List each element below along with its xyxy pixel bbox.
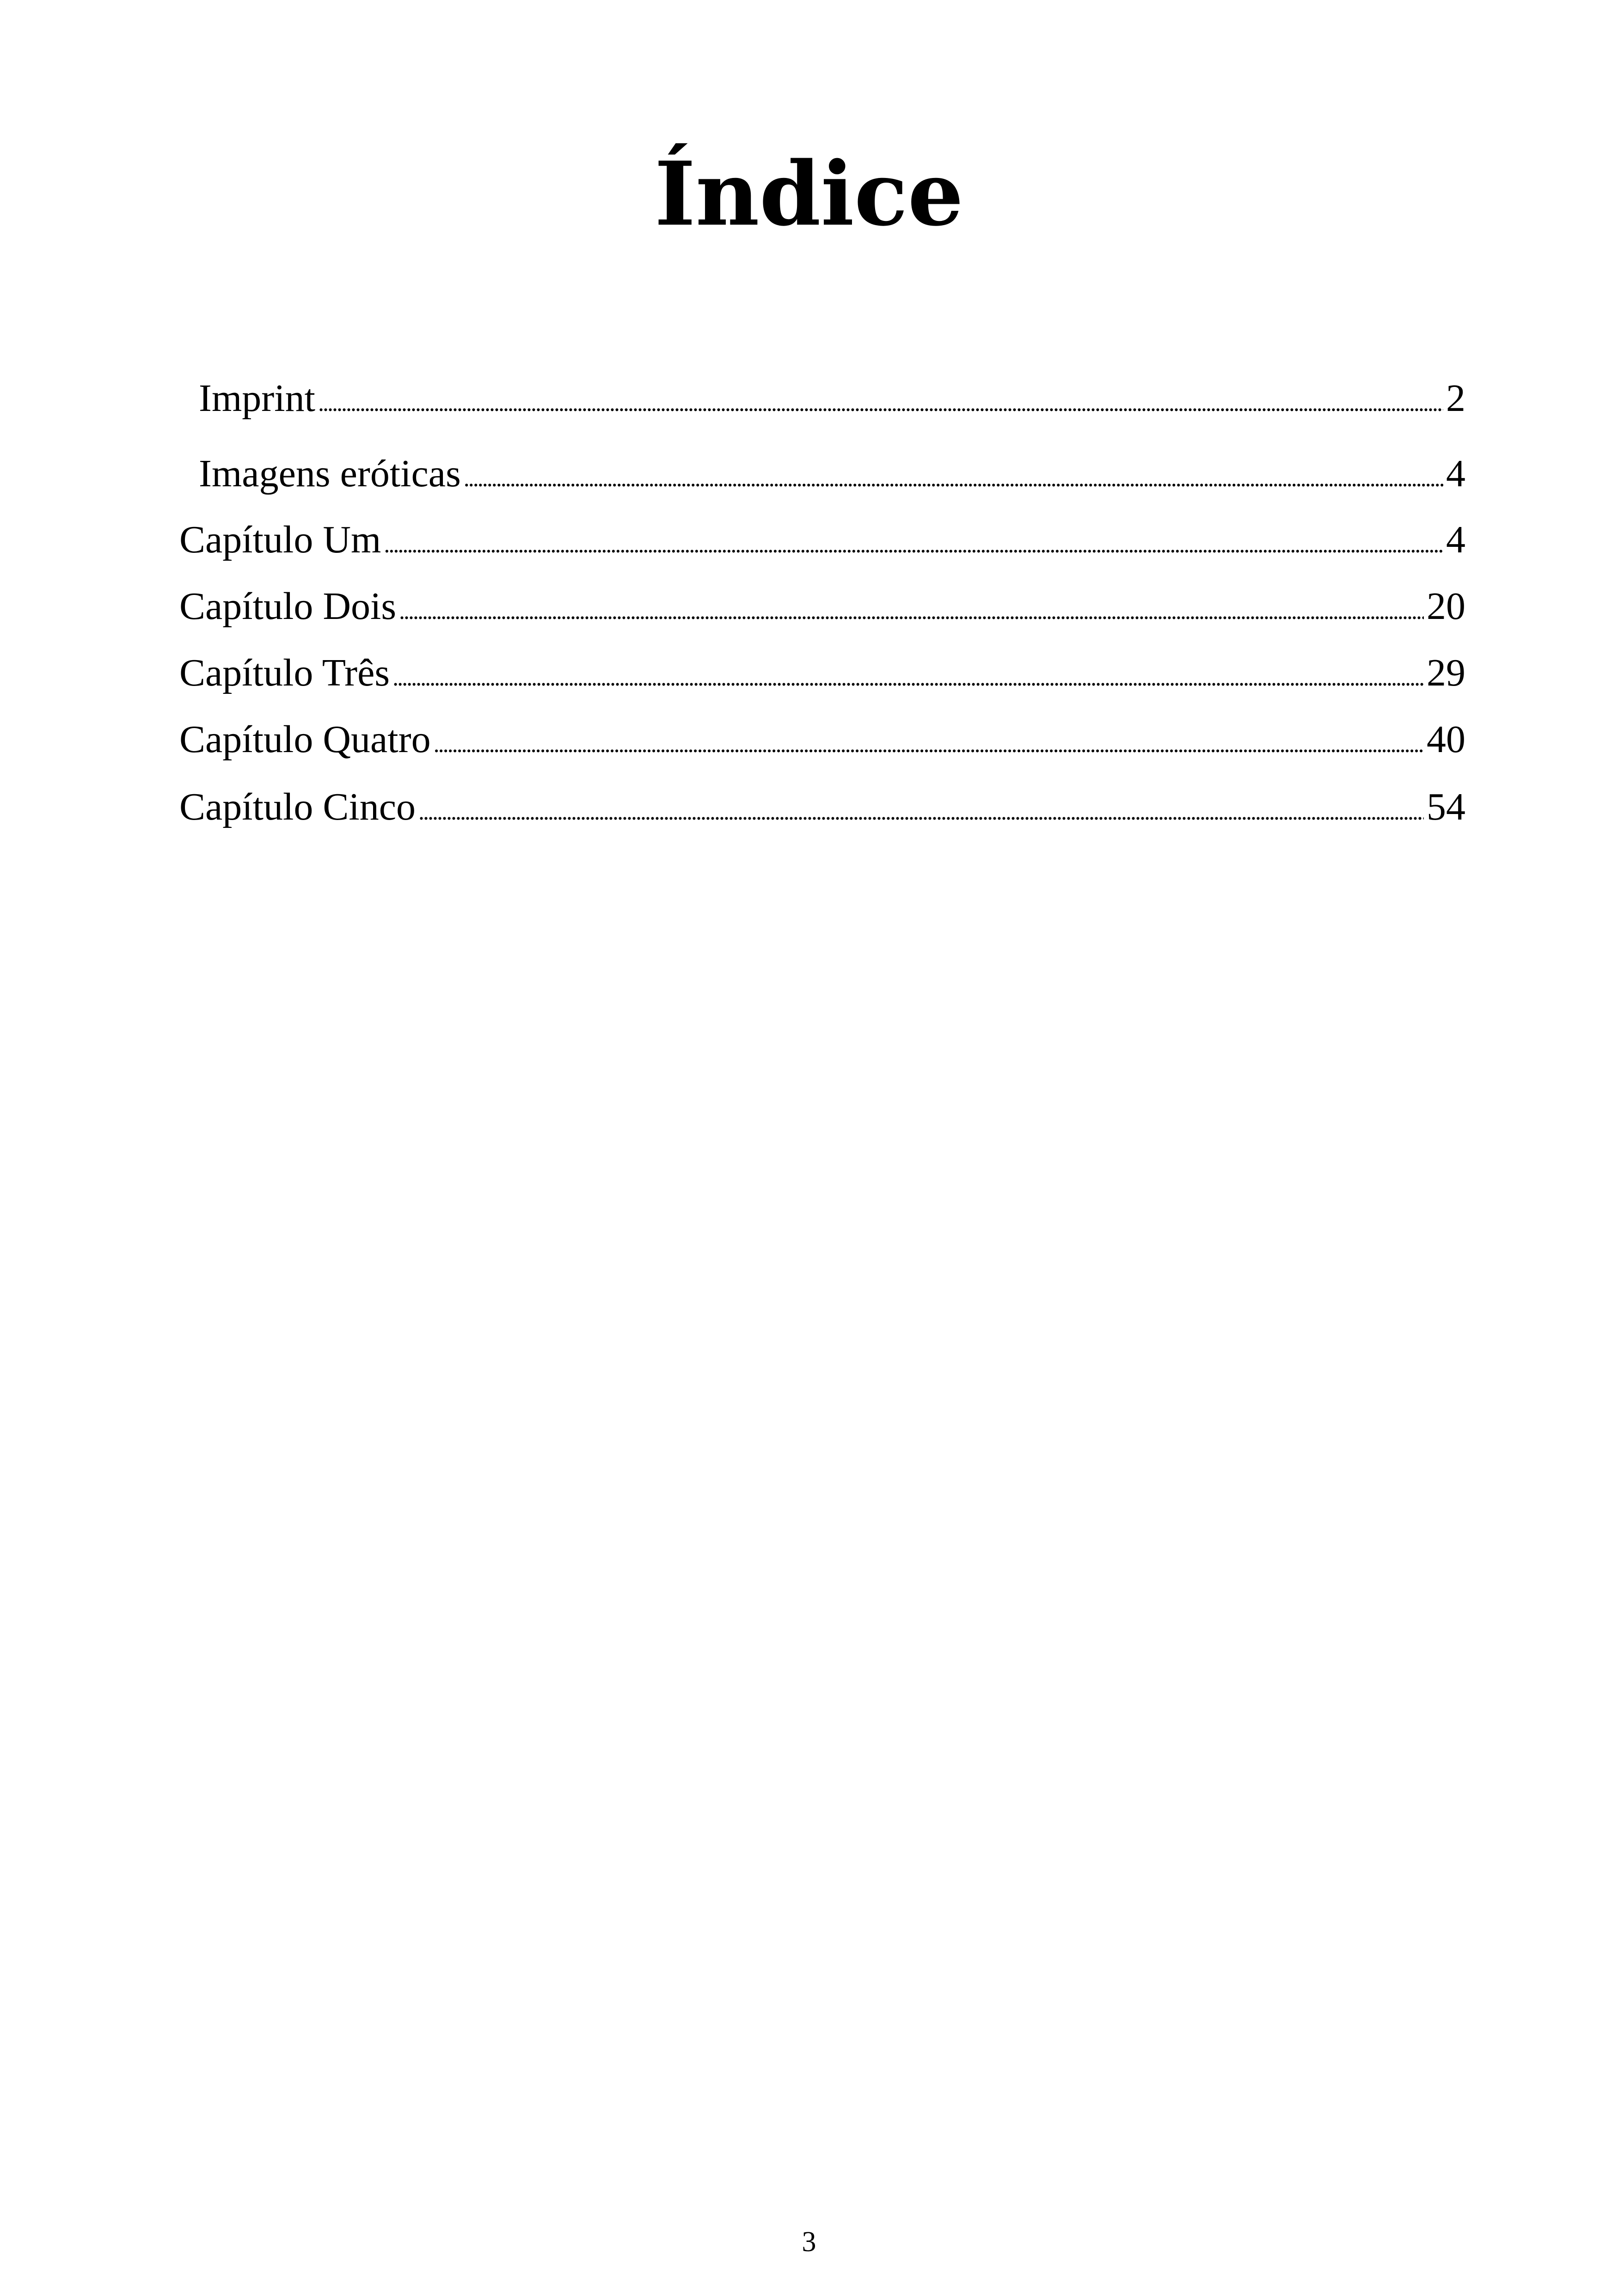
- toc-dot-leader: [392, 655, 1424, 701]
- toc-entry-label: Capítulo Três: [179, 651, 390, 694]
- toc-entry-label: Imagens eróticas: [199, 452, 461, 495]
- toc-entry-page: 2: [1446, 377, 1465, 420]
- toc-entry-capitulo-dois[interactable]: [179, 583, 1465, 630]
- toc-entry-capitulo-tres[interactable]: [179, 650, 1465, 696]
- toc-dot-leader: [318, 380, 1443, 427]
- toc-entry-label: Capítulo Quatro: [179, 718, 431, 761]
- toc-entry-page: 40: [1427, 718, 1465, 761]
- toc-entry-imprint[interactable]: [199, 375, 1465, 422]
- page-title: Índice: [654, 142, 964, 245]
- toc-dot-leader: [434, 722, 1424, 768]
- toc-entry-page: 20: [1427, 585, 1465, 628]
- toc-entry-label: Imprint: [199, 377, 315, 420]
- toc-entry-imagens-eroticas[interactable]: [199, 451, 1465, 497]
- toc-entry-capitulo-cinco[interactable]: [179, 784, 1465, 830]
- toc-dot-leader: [418, 789, 1424, 835]
- toc-entry-capitulo-um[interactable]: [179, 517, 1465, 563]
- toc-entry-label: Capítulo Dois: [179, 585, 397, 628]
- toc-dot-leader: [399, 588, 1424, 635]
- toc-entry-page: 54: [1427, 785, 1465, 828]
- toc-dot-leader: [384, 522, 1443, 568]
- toc-entry-label: Capítulo Cinco: [179, 785, 416, 828]
- toc-dot-leader: [464, 456, 1443, 502]
- toc-entry-capitulo-quatro[interactable]: [179, 716, 1465, 763]
- toc-entry-page: 4: [1446, 452, 1465, 495]
- page-number: 3: [802, 2226, 816, 2258]
- toc-entry-page: 29: [1427, 651, 1465, 694]
- toc-entry-label: Capítulo Um: [179, 518, 381, 561]
- toc-entry-page: 4: [1446, 518, 1465, 561]
